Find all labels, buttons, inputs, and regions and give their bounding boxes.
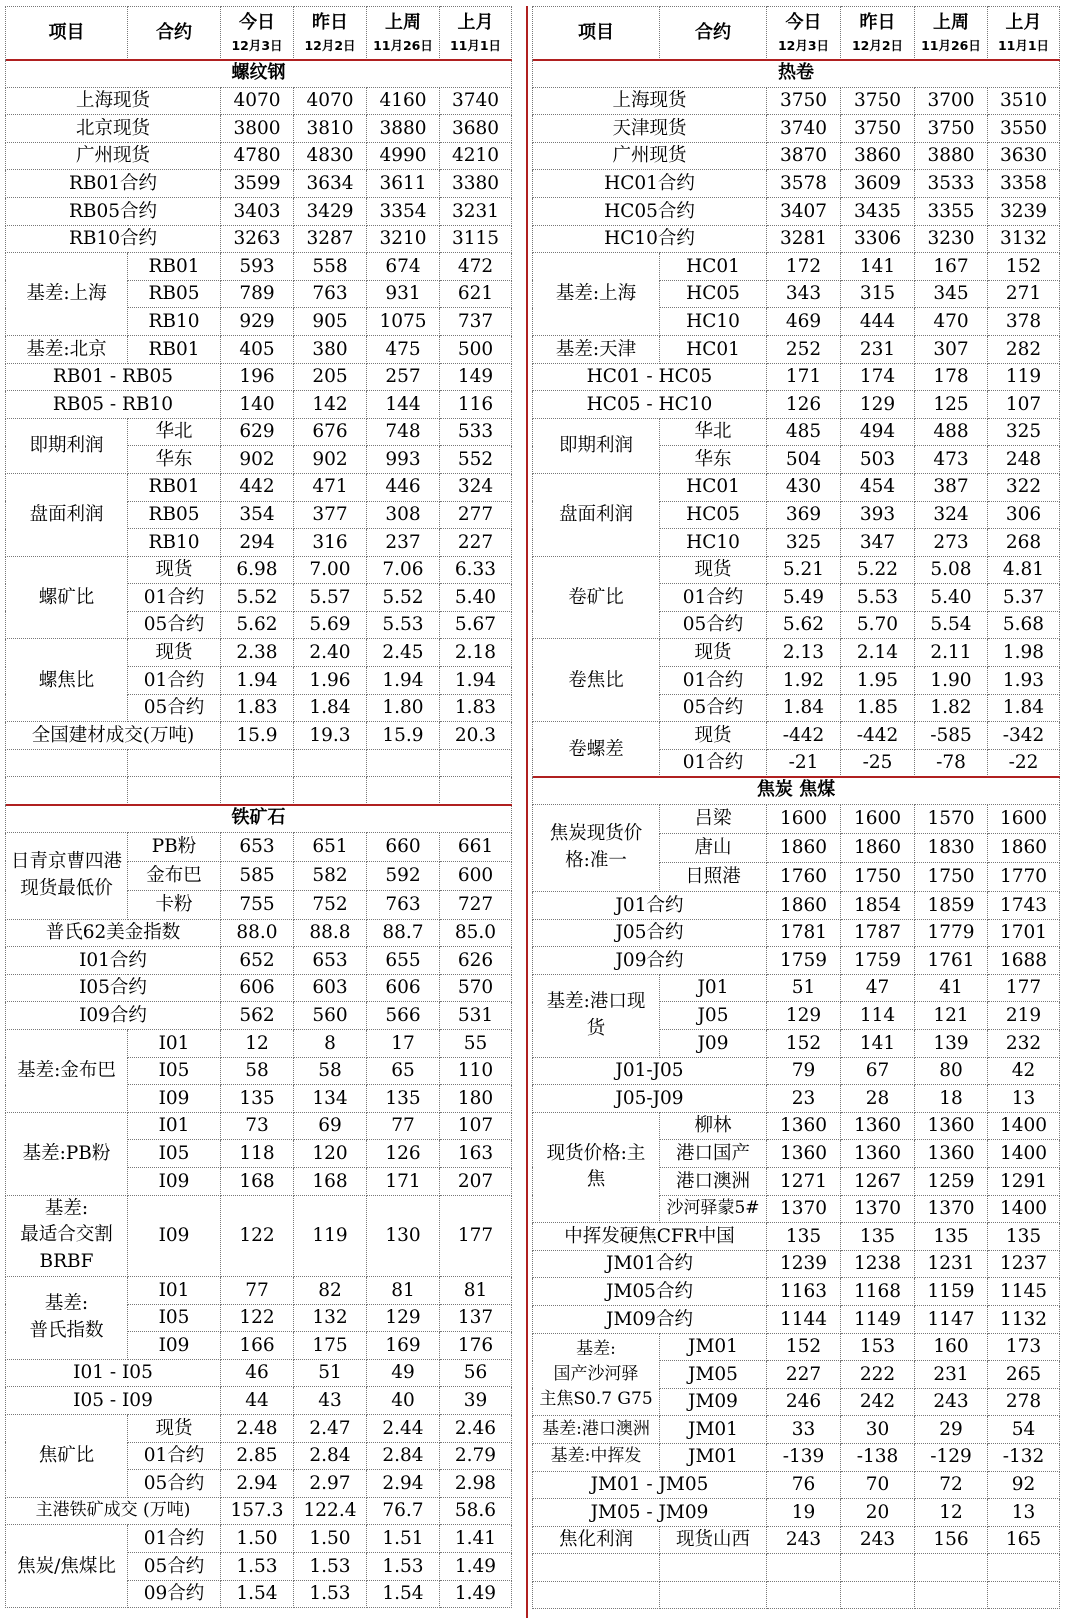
group-label: 基差:港口澳洲	[533, 1416, 660, 1444]
table-row: JM05 227 222 231 265	[533, 1361, 1060, 1389]
table-row: HC10合约 3281 3306 3230 3132	[533, 225, 1060, 253]
left-table	[5, 6, 512, 1608]
table-row: 基差:中挥发 JM01 -139 -138 -129 -132	[533, 1443, 1060, 1471]
table-row: JM01合约 1239 1238 1231 1237	[533, 1250, 1060, 1278]
table-row: 01合约 2.85 2.84 2.84 2.79	[6, 1442, 512, 1470]
table-row: J05合约 1781 1787 1779 1701	[533, 919, 1060, 947]
header-today: 今日 12月3日	[767, 7, 841, 60]
table-row: 普氏62美金指数 88.0 88.8 88.7 85.0	[6, 919, 512, 947]
group-label: 盘面利润	[6, 473, 128, 556]
table-row: HC01 - HC05 171 174 178 119	[533, 363, 1060, 391]
empty-row	[533, 1554, 1060, 1582]
table-row: RB10 929 905 1075 737	[6, 308, 512, 336]
table-row: 基差:港口澳洲 JM01 33 30 29 54	[533, 1416, 1060, 1444]
table-row: RB05 354 377 308 277	[6, 501, 512, 529]
table-row: 唐山 1860 1860 1830 1860	[533, 834, 1060, 863]
group-label: 基差:金布巴	[6, 1030, 128, 1113]
table-row: 基差:PB粉 I01 73 69 77 107	[6, 1112, 512, 1140]
table-row: 现货价格:主 焦 柳林 1360 1360 1360 1400	[533, 1112, 1060, 1140]
table-row: 09合约 1.54 1.53 1.54 1.49	[6, 1580, 512, 1608]
group-label: 现货价格:主 焦	[533, 1112, 660, 1222]
table-row: 金布巴 585 582 592 600	[6, 861, 512, 890]
table-row: 广州现货 4780 4830 4990 4210	[6, 142, 512, 170]
table-row: I01 - I05 46 51 49 56	[6, 1359, 512, 1387]
table-row: RB10 294 316 237 227	[6, 529, 512, 557]
table-row: 盘面利润 RB01 442 471 446 324	[6, 473, 512, 501]
table-row: JM05 - JM09 19 20 12 13	[533, 1499, 1060, 1527]
table-row: 焦炭/焦煤比 01合约 1.50 1.50 1.51 1.41	[6, 1525, 512, 1553]
table-row: 05合约 1.84 1.85 1.82 1.84	[533, 694, 1060, 722]
group-label: 基差: 国产沙河驿 主焦S0.7 G75	[533, 1333, 660, 1416]
table-row: J09 152 141 139 232	[533, 1030, 1060, 1058]
table-row: 基差: 最适合交割 BRBF I09 122 119 130 177	[6, 1195, 512, 1276]
group-label: 即期利润	[533, 418, 660, 473]
header-last-week: 上周 11月26日	[915, 7, 988, 60]
group-label: 即期利润	[6, 418, 128, 473]
table-row: 焦化利润 现货山西 243 243 156 165	[533, 1526, 1060, 1554]
group-label: 卷焦比	[533, 639, 660, 722]
empty-row	[533, 1581, 1060, 1609]
group-label: 基差:港口现 货	[533, 974, 660, 1057]
table-row: 沙河驿蒙5# 1370 1370 1370 1400	[533, 1195, 1060, 1223]
right-panel	[532, 6, 1060, 1609]
table-row: 即期利润 华北 485 494 488 325	[533, 418, 1060, 446]
group-label: 基差:PB粉	[6, 1112, 128, 1195]
table-row: 盘面利润 HC01 430 454 387 322	[533, 473, 1060, 501]
table-row: I05 58 58 65 110	[6, 1057, 512, 1085]
table-row: I05 122 132 129 137	[6, 1304, 512, 1332]
group-label: 基差:上海	[6, 253, 128, 336]
table-row: 北京现货 3800 3810 3880 3680	[6, 115, 512, 143]
table-row: RB01合约 3599 3634 3611 3380	[6, 170, 512, 198]
group-label: 日青京曹四港现货最低价	[6, 832, 128, 919]
table-row: 卡粉 755 752 763 727	[6, 890, 512, 919]
table-row: JM05合约 1163 1168 1159 1145	[533, 1278, 1060, 1306]
table-row: 天津现货 3740 3750 3750 3550	[533, 115, 1060, 143]
header-item: 项目	[6, 7, 128, 60]
group-label: 焦矿比	[6, 1414, 128, 1497]
table-row: I09 135 134 135 180	[6, 1085, 512, 1113]
table-row: I05 - I09 44 43 40 39	[6, 1387, 512, 1415]
table-row: 中挥发硬焦CFR中国 135 135 135 135	[533, 1223, 1060, 1251]
table-row: 卷螺差 现货 -442 -442 -585 -342	[533, 722, 1060, 750]
group-label: 基差:中挥发	[533, 1443, 660, 1471]
section-hot-coil	[533, 60, 1060, 88]
header-last-month: 上月 11月1日	[988, 7, 1060, 60]
section-rebar	[6, 60, 512, 88]
table-row: J05 129 114 121 219	[533, 1002, 1060, 1030]
table-row: I01合约 652 653 655 626	[6, 947, 512, 975]
group-label: 盘面利润	[533, 473, 660, 556]
table-row: 01合约 1.92 1.95 1.90 1.93	[533, 667, 1060, 695]
table-row: JM09 246 242 243 278	[533, 1388, 1060, 1416]
table-row: HC01合约 3578 3609 3533 3358	[533, 170, 1060, 198]
table-row: 05合约 2.94 2.97 2.94 2.98	[6, 1470, 512, 1498]
section-title: 螺纹钢	[6, 60, 512, 88]
table-row: I09合约 562 560 566 531	[6, 1002, 512, 1030]
group-label: 焦炭现货价 格:准一	[533, 805, 660, 892]
table-row: 华东 902 902 993 552	[6, 446, 512, 474]
section-title: 焦炭 焦煤	[533, 777, 1060, 805]
table-row: 基差:上海 HC01 172 141 167 152	[533, 253, 1060, 281]
panel-divider	[526, 6, 528, 1618]
header-yesterday: 昨日 12月2日	[294, 7, 367, 60]
table-row: RB01 - RB05 196 205 257 149	[6, 363, 512, 391]
table-row: 焦矿比 现货 2.48 2.47 2.44 2.46	[6, 1414, 512, 1442]
group-label: 卷螺差	[533, 722, 660, 777]
section-iron-ore	[6, 805, 512, 833]
table-row: 01合约 -21 -25 -78 -22	[533, 749, 1060, 777]
table-row: 基差:上海 RB01 593 558 674 472	[6, 253, 512, 281]
table-row: 即期利润 华北 629 676 748 533	[6, 418, 512, 446]
section-rule	[6, 59, 512, 61]
table-row: 01合约 1.94 1.96 1.94 1.94	[6, 667, 512, 695]
header-last-week: 上周 11月26日	[367, 7, 440, 60]
header-last-month: 上月 11月1日	[440, 7, 512, 60]
header-item: 项目	[533, 7, 660, 60]
table-row: 01合约 5.52 5.57 5.52 5.40	[6, 584, 512, 612]
group-label: 基差:北京	[6, 335, 128, 363]
table-row: I09 166 175 169 176	[6, 1332, 512, 1360]
group-label: 卷矿比	[533, 556, 660, 639]
table-row: HC05 - HC10 126 129 125 107	[533, 391, 1060, 419]
table-row: RB10合约 3263 3287 3210 3115	[6, 225, 512, 253]
table-row: 港口澳洲 1271 1267 1259 1291	[533, 1167, 1060, 1195]
section-title: 热卷	[533, 60, 1060, 88]
table-row: I05合约 606 603 606 570	[6, 974, 512, 1002]
table-row: J01合约 1860 1854 1859 1743	[533, 892, 1060, 920]
table-row: 全国建材成交(万吨) 15.9 19.3 15.9 20.3	[6, 722, 512, 750]
table-row: HC10 325 347 273 268	[533, 529, 1060, 557]
table-row: 上海现货 4070 4070 4160 3740	[6, 87, 512, 115]
table-row: J09合约 1759 1759 1761 1688	[533, 947, 1060, 975]
table-row: 基差: 国产沙河驿 主焦S0.7 G75 JM01 152 153 160 173	[533, 1333, 1060, 1361]
table-row: 日照港 1760 1750 1750 1770	[533, 863, 1060, 892]
group-label: 基差:上海	[533, 253, 660, 336]
table-row: 基差:港口现 货 J01 51 47 41 177	[533, 974, 1060, 1002]
table-row: JM01 - JM05 76 70 72 92	[533, 1471, 1060, 1499]
table-row: 01合约 5.49 5.53 5.40 5.37	[533, 584, 1060, 612]
table-row: HC05合约 3407 3435 3355 3239	[533, 197, 1060, 225]
section-rule	[533, 59, 1060, 61]
table-row: JM09合约 1144 1149 1147 1132	[533, 1305, 1060, 1333]
table-row: 卷矿比 现货 5.21 5.22 5.08 4.81	[533, 556, 1060, 584]
table-row: HC05 343 315 345 271	[533, 280, 1060, 308]
table-row: RB05合约 3403 3429 3354 3231	[6, 197, 512, 225]
group-label: 焦炭/焦煤比	[6, 1525, 128, 1608]
group-label: 基差: 最适合交割 BRBF	[6, 1195, 128, 1276]
table-row: 05合约 1.53 1.53 1.53 1.49	[6, 1552, 512, 1580]
empty-row	[6, 777, 512, 805]
table-row: 基差:金布巴 I01 12 8 17 55	[6, 1030, 512, 1058]
table-row: I09 168 168 171 207	[6, 1167, 512, 1195]
table-row: J05-J09 23 28 18 13	[533, 1085, 1060, 1113]
header-contract: 合约	[128, 7, 221, 60]
table-row: 基差:天津 HC01 252 231 307 282	[533, 335, 1060, 363]
table-row: 卷焦比 现货 2.13 2.14 2.11 1.98	[533, 639, 1060, 667]
table-row: 05合约 1.83 1.84 1.80 1.83	[6, 694, 512, 722]
table-row: HC10 469 444 470 378	[533, 308, 1060, 336]
table-row: 上海现货 3750 3750 3700 3510	[533, 87, 1060, 115]
table-row: 基差:北京 RB01 405 380 475 500	[6, 335, 512, 363]
empty-row	[6, 749, 512, 777]
right-table	[532, 6, 1060, 1609]
header-row	[6, 7, 512, 60]
table-row: RB05 789 763 931 621	[6, 280, 512, 308]
table-row: HC05 369 393 324 306	[533, 501, 1060, 529]
table-row: I05 118 120 126 163	[6, 1140, 512, 1168]
group-label: 焦化利润	[533, 1526, 660, 1554]
section-coke-coal	[533, 777, 1060, 805]
group-label: 螺矿比	[6, 556, 128, 639]
left-panel	[5, 6, 512, 1608]
table-row: 日青京曹四港现货最低价 PB粉 653 651 660 661	[6, 832, 512, 861]
header-row	[533, 7, 1060, 60]
table-row: 港口国产 1360 1360 1360 1400	[533, 1140, 1060, 1168]
group-label: 基差: 普氏指数	[6, 1277, 128, 1360]
table-row: 华东 504 503 473 248	[533, 446, 1060, 474]
section-title: 铁矿石	[6, 805, 512, 833]
section-rule	[6, 804, 512, 806]
table-row: 主港铁矿成交 (万吨) 157.3 122.4 76.7 58.6	[6, 1497, 512, 1525]
group-label: 基差:天津	[533, 335, 660, 363]
table-row: 螺矿比 现货 6.98 7.00 7.06 6.33	[6, 556, 512, 584]
table-row: J01-J05 79 67 80 42	[533, 1057, 1060, 1085]
table-row: 螺焦比 现货 2.38 2.40 2.45 2.18	[6, 639, 512, 667]
table-row: 05合约 5.62 5.69 5.53 5.67	[6, 611, 512, 639]
group-label: 螺焦比	[6, 639, 128, 722]
table-row: 基差: 普氏指数 I01 77 82 81 81	[6, 1277, 512, 1305]
table-row: 焦炭现货价 格:准一 吕梁 1600 1600 1570 1600	[533, 805, 1060, 834]
table-row: 05合约 5.62 5.70 5.54 5.68	[533, 611, 1060, 639]
table-row: RB05 - RB10 140 142 144 116	[6, 391, 512, 419]
table-row: 广州现货 3870 3860 3880 3630	[533, 142, 1060, 170]
header-yesterday: 昨日 12月2日	[841, 7, 915, 60]
header-contract: 合约	[660, 7, 767, 60]
header-today: 今日 12月3日	[221, 7, 294, 60]
section-rule	[533, 776, 1060, 778]
